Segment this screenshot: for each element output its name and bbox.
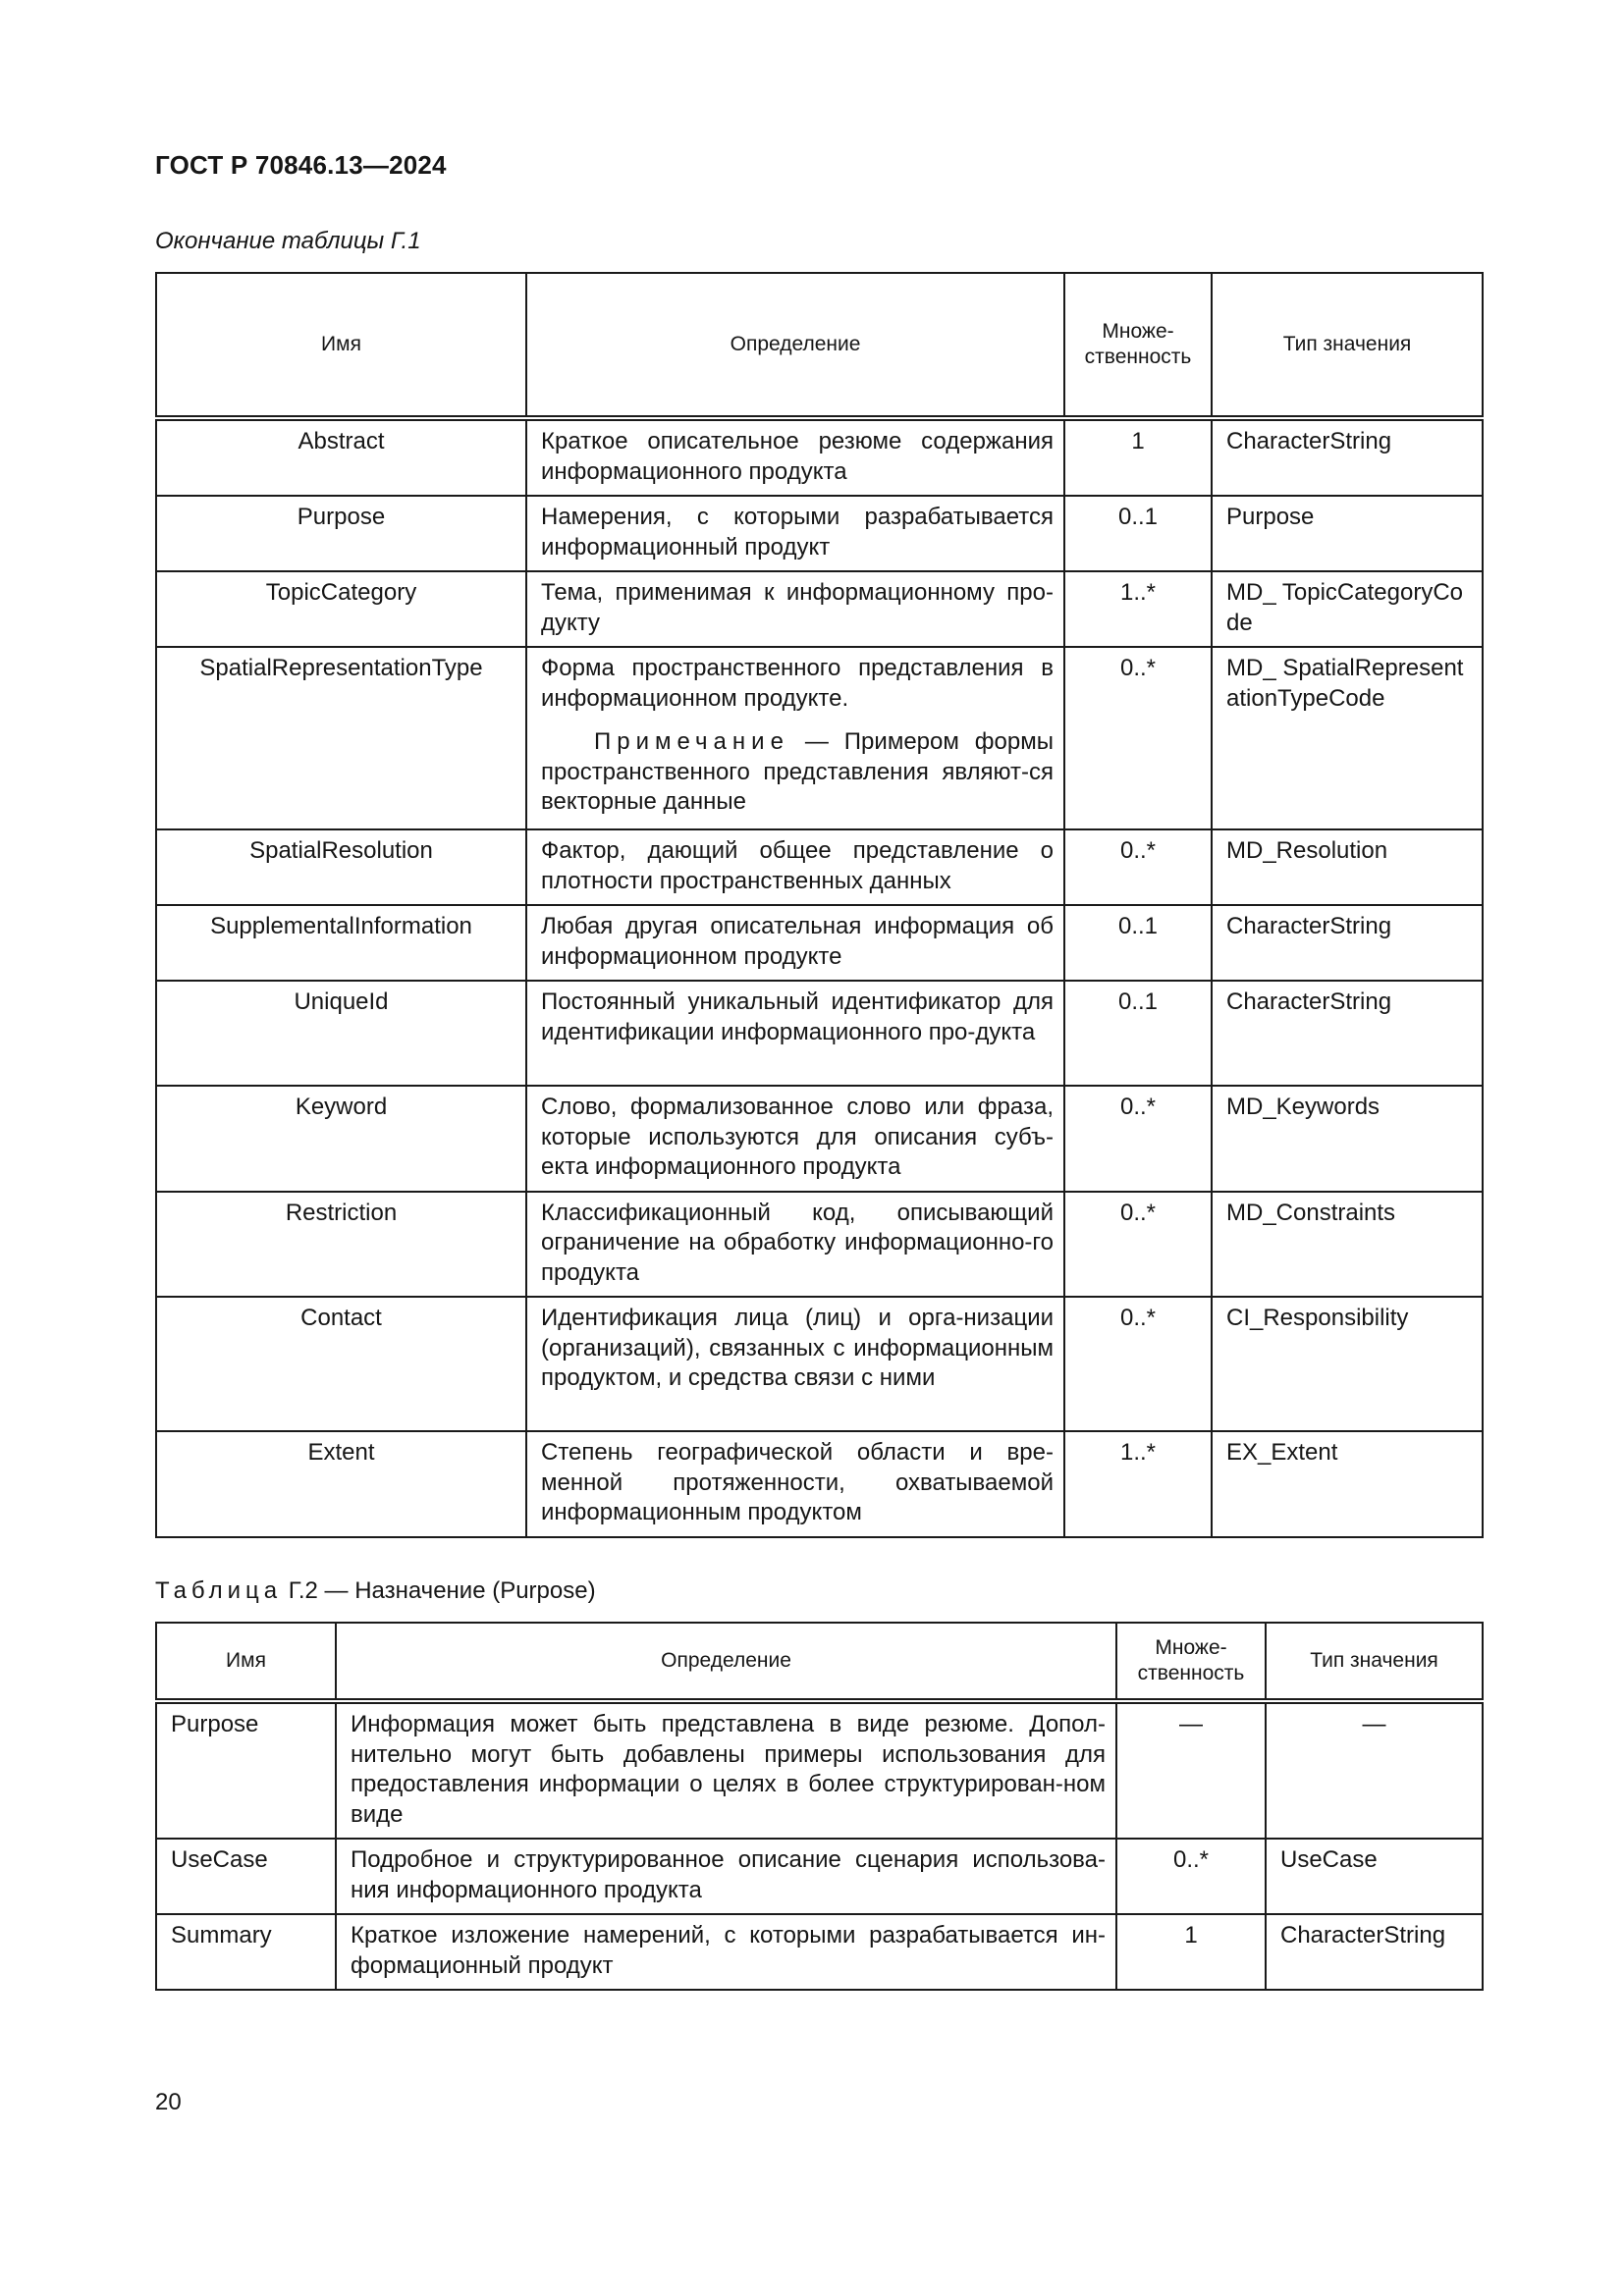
- table2-header-multiplicity: Множе- ственность: [1116, 1623, 1266, 1701]
- cell-type: —: [1266, 1701, 1483, 1839]
- table-row: [156, 418, 1483, 496]
- cell-multiplicity: 0..*: [1064, 1086, 1212, 1192]
- cell-multiplicity: 1..*: [1064, 571, 1212, 647]
- cell-type: CharacterString: [1212, 905, 1483, 981]
- cell-type: MD_ SpatialRepresentationTypeCode: [1212, 647, 1483, 829]
- document-code-header: ГОСТ Р 70846.13—2024: [155, 150, 447, 180]
- table-row: [156, 1914, 1483, 1990]
- cell-multiplicity: 0..1: [1064, 496, 1212, 571]
- cell-name: Restriction: [156, 1192, 526, 1298]
- cell-multiplicity: 0..1: [1064, 981, 1212, 1086]
- table-row: [156, 1839, 1483, 1914]
- table-row: [156, 647, 1483, 829]
- table-row: [156, 905, 1483, 981]
- cell-name: Keyword: [156, 1086, 526, 1192]
- cell-definition: Краткое описательное резюме содержания информационного продукта: [526, 418, 1064, 496]
- table1: [155, 272, 1484, 1538]
- table2-caption: [155, 1577, 596, 1605]
- cell-type: Purpose: [1212, 496, 1483, 571]
- cell-multiplicity: 0..*: [1116, 1839, 1266, 1914]
- cell-definition: Слово, формализованное слово или фраза, которые используются для описания субъ-екта информационного продукта: [526, 1086, 1064, 1192]
- cell-multiplicity: 0..*: [1064, 1297, 1212, 1431]
- cell-multiplicity: 0..*: [1064, 1192, 1212, 1298]
- cell-name: Summary: [156, 1914, 336, 1990]
- cell-name: UseCase: [156, 1839, 336, 1914]
- cell-type: EX_Extent: [1212, 1431, 1483, 1537]
- table1-header-name: Имя: [156, 273, 526, 418]
- cell-definition: Краткое изложение намерений, с которыми разрабатывается ин-формационный продукт: [336, 1914, 1116, 1990]
- note-label: Примечание: [594, 728, 789, 755]
- table-row: [156, 1701, 1483, 1839]
- table2-header-definition: Определение: [336, 1623, 1116, 1701]
- cell-name: Contact: [156, 1297, 526, 1431]
- table-row: [156, 1192, 1483, 1298]
- cell-definition: Информация может быть представлена в виде резюме. Допол-нительно могут быть добавлены примеры использования для предоставления информации о целях в более структурирован-ном виде: [336, 1701, 1116, 1839]
- cell-name: Purpose: [156, 496, 526, 571]
- cell-multiplicity: 1: [1064, 418, 1212, 496]
- cell-name: SpatialResolution: [156, 829, 526, 905]
- cell-multiplicity: —: [1116, 1701, 1266, 1839]
- cell-multiplicity: 1: [1116, 1914, 1266, 1990]
- table2-caption-title: Г.2 — Назначение (Purpose): [282, 1577, 596, 1604]
- cell-type: MD_Constraints: [1212, 1192, 1483, 1298]
- table-row: [156, 1431, 1483, 1537]
- cell-definition: Постоянный уникальный идентификатор для идентификации информационного про-дукта: [526, 981, 1064, 1086]
- table1-caption: Окончание таблицы Г.1: [155, 228, 421, 254]
- cell-multiplicity: 0..*: [1064, 647, 1212, 829]
- table2-header-type: Тип значения: [1266, 1623, 1483, 1701]
- table-row: [156, 1086, 1483, 1192]
- table-row: [156, 496, 1483, 571]
- table-row: [156, 1297, 1483, 1431]
- cell-multiplicity: 0..*: [1064, 829, 1212, 905]
- cell-type: CI_Responsibility: [1212, 1297, 1483, 1431]
- cell-type: UseCase: [1266, 1839, 1483, 1914]
- table2-caption-prefix: Таблица: [155, 1577, 283, 1604]
- cell-name: Purpose: [156, 1701, 336, 1839]
- note-text: — Примером формы пространственного представления являют-ся векторные данные: [541, 728, 1054, 815]
- cell-type: CharacterString: [1212, 418, 1483, 496]
- cell-name: SupplementalInformation: [156, 905, 526, 981]
- cell-name: Extent: [156, 1431, 526, 1537]
- cell-multiplicity: 1..*: [1064, 1431, 1212, 1537]
- cell-definition: Степень географической области и вре-менной протяженности, охватываемой информационным продуктом: [526, 1431, 1064, 1537]
- cell-type: MD_Keywords: [1212, 1086, 1483, 1192]
- cell-name: SpatialRepresentationType: [156, 647, 526, 829]
- cell-definition: Тема, применимая к информационному про-дукту: [526, 571, 1064, 647]
- cell-definition: Подробное и структурированное описание сценария использова-ния информационного продукта: [336, 1839, 1116, 1914]
- table1-header-multiplicity: Множе- ственность: [1064, 273, 1212, 418]
- cell-type: MD_Resolution: [1212, 829, 1483, 905]
- cell-type: MD_ TopicCategoryCode: [1212, 571, 1483, 647]
- cell-multiplicity: 0..1: [1064, 905, 1212, 981]
- table-row: [156, 829, 1483, 905]
- cell-definition: Классификационный код, описывающий ограничение на обработку информационно-го продукта: [526, 1192, 1064, 1298]
- definition-text: Форма пространственного представления в информационном продукте.: [541, 655, 1054, 712]
- note-paragraph: [541, 727, 1054, 818]
- cell-definition: Намерения, с которыми разрабатывается информационный продукт: [526, 496, 1064, 571]
- cell-definition: [526, 647, 1064, 829]
- table1-header-definition: Определение: [526, 273, 1064, 418]
- table1-header-type: Тип значения: [1212, 273, 1483, 418]
- cell-type: CharacterString: [1212, 981, 1483, 1086]
- cell-name: Abstract: [156, 418, 526, 496]
- table2-header-name: Имя: [156, 1623, 336, 1701]
- table-row: [156, 981, 1483, 1086]
- cell-definition: Любая другая описательная информация об информационном продукте: [526, 905, 1064, 981]
- cell-name: UniqueId: [156, 981, 526, 1086]
- cell-definition: Фактор, дающий общее представление о плотности пространственных данных: [526, 829, 1064, 905]
- table2: [155, 1622, 1484, 1991]
- cell-definition: Идентификация лица (лиц) и орга-низации (организаций), связанных с информационным продуктом, и средства связи с ними: [526, 1297, 1064, 1431]
- table-row: [156, 571, 1483, 647]
- cell-type: CharacterString: [1266, 1914, 1483, 1990]
- cell-name: TopicCategory: [156, 571, 526, 647]
- page-number: 20: [155, 2089, 182, 2115]
